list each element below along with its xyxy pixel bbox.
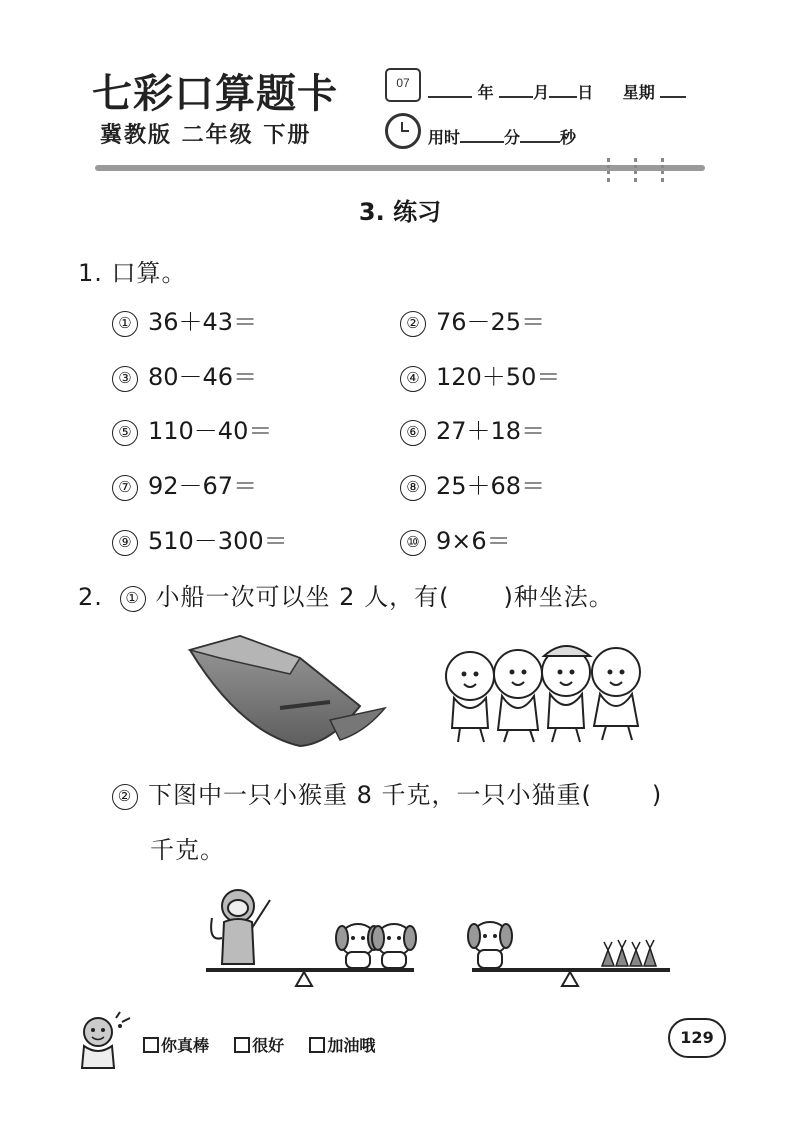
item-number: ⑧ — [400, 475, 426, 501]
weekday-label: 星期 — [622, 83, 655, 102]
calc-item[interactable] — [400, 466, 545, 501]
minutes-blank[interactable] — [460, 127, 504, 143]
calc-item[interactable] — [112, 411, 272, 446]
day-blank[interactable] — [549, 82, 577, 98]
carrot-bunch — [602, 940, 656, 966]
question-text: 千克。 — [150, 836, 225, 864]
day-label: 日 — [577, 83, 594, 102]
calendar-icon — [385, 68, 421, 102]
calc-item[interactable] — [112, 466, 257, 501]
calendar-day: 07 — [396, 76, 410, 90]
calc-item[interactable] — [400, 302, 545, 337]
calc-item[interactable] — [400, 357, 560, 392]
calc-expression: 76－25＝ — [436, 308, 546, 336]
item-number: ⑤ — [112, 420, 138, 446]
children-illustration — [440, 628, 656, 746]
item-number: ② — [400, 311, 426, 337]
item-number: ① — [120, 586, 146, 612]
question-2-label: 2. — [78, 583, 103, 611]
rating-label: 很好 — [252, 1036, 285, 1055]
calc-expression: 110－40＝ — [148, 417, 273, 445]
balance-scale-2 — [466, 908, 676, 990]
mascot-icon — [72, 1008, 134, 1070]
boat-illustration — [180, 628, 390, 750]
calc-expression: 120＋50＝ — [436, 363, 561, 391]
clock-icon — [385, 113, 421, 149]
rating-option-good[interactable] — [234, 1036, 284, 1055]
minutes-label: 分 — [504, 128, 521, 147]
checkbox[interactable] — [309, 1037, 325, 1053]
question-text: 小船一次可以坐 2 人，有( — [155, 583, 450, 611]
rating-option-great[interactable] — [143, 1036, 209, 1055]
item-number: ⑩ — [400, 530, 426, 556]
question-text: )种坐法。 — [503, 583, 614, 611]
seconds-blank[interactable] — [520, 127, 560, 143]
puppy-figure — [372, 924, 416, 968]
calc-expression: 25＋68＝ — [436, 472, 546, 500]
balance-scale-1 — [200, 878, 420, 990]
item-number: ⑨ — [112, 530, 138, 556]
calc-item[interactable] — [112, 357, 257, 392]
calc-item[interactable] — [112, 302, 257, 337]
seconds-label: 秒 — [560, 128, 577, 147]
section-title: 3. 练习 — [358, 198, 442, 226]
item-number: ③ — [112, 366, 138, 392]
page-number: 129 — [668, 1018, 726, 1058]
month-label: 月 — [533, 83, 550, 102]
calc-expression: 510－300＝ — [148, 527, 288, 555]
checkbox[interactable] — [234, 1037, 250, 1053]
question-text: 下图中一只小猴重 8 千克，一只小猫重( — [148, 781, 592, 809]
question-2-part-1 — [78, 577, 614, 612]
calc-item[interactable] — [400, 411, 545, 446]
item-number: ④ — [400, 366, 426, 392]
year-label: 年 — [477, 83, 494, 102]
question-text: ) — [651, 781, 663, 809]
puppy-figure — [468, 922, 512, 968]
year-blank[interactable] — [428, 82, 472, 98]
calc-expression: 9×6＝ — [436, 527, 511, 555]
calc-item[interactable] — [112, 521, 288, 556]
brand-title: 七彩口算题卡 — [92, 71, 338, 117]
date-line — [428, 80, 686, 103]
checkbox[interactable] — [143, 1037, 159, 1053]
month-blank[interactable] — [499, 82, 533, 98]
calc-expression: 36＋43＝ — [148, 308, 258, 336]
calc-expression: 92－67＝ — [148, 472, 258, 500]
item-number: ⑦ — [112, 475, 138, 501]
rule-decoration — [607, 158, 613, 182]
rating-label: 你真棒 — [161, 1036, 210, 1055]
calc-expression: 80－46＝ — [148, 363, 258, 391]
question-1-label: 1. 口算。 — [78, 259, 187, 287]
rule-decoration — [661, 158, 667, 182]
calc-expression: 27＋18＝ — [436, 417, 546, 445]
weekday-blank[interactable] — [660, 82, 686, 98]
header-divider — [95, 165, 705, 171]
monkey-figure — [211, 890, 270, 964]
item-number: ⑥ — [400, 420, 426, 446]
calc-item[interactable] — [400, 521, 511, 556]
rating-options — [143, 1033, 375, 1056]
question-2-part-2 — [112, 775, 662, 810]
rule-decoration — [634, 158, 640, 182]
time-used-label: 用时 — [428, 128, 461, 147]
rating-option-keep-going[interactable] — [309, 1036, 375, 1055]
rating-label: 加油哦 — [327, 1036, 376, 1055]
item-number: ② — [112, 784, 138, 810]
brand-subtitle: 冀教版 二年级 下册 — [100, 123, 312, 148]
item-number: ① — [112, 311, 138, 337]
time-line — [428, 125, 576, 148]
